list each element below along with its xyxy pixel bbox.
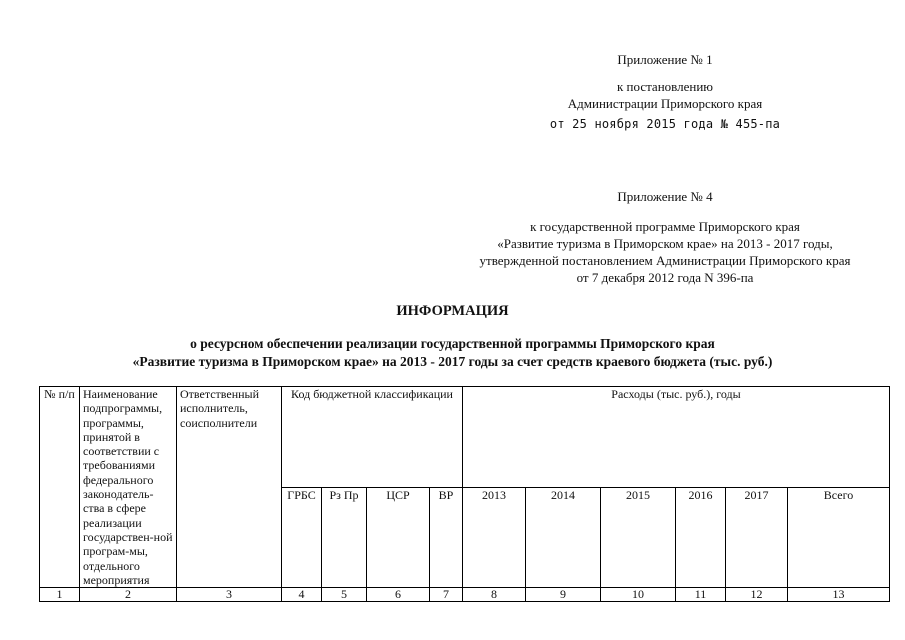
column-number: 8 [463,588,526,602]
header-csr: ЦСР [367,487,430,588]
subtitle-line-2: «Развитие туризма в Приморском крае» на 2013 - 2017 годы за счет средств краевого бюджета (тыс. руб.) [132,354,773,369]
appendix-4-line-2: «Развитие туризма в Приморском крае» на 2013 - 2017 годы, [497,236,833,251]
document-subtitle [0,335,905,371]
appendix-1-block [540,51,790,133]
header-name: Наименование подпрограммы, программы, принятой в соответствии с требованиями федерального законодатель-ства в сфере реализации государствен-ной програм-мы, отдельного мероприятия [80,387,177,588]
appendix-1-line-1: к постановлению [616,79,714,94]
column-number-row [40,588,890,602]
header-vr: ВР [430,487,463,588]
header-rzpr: Рз Пр [322,487,367,588]
header-2013: 2013 [463,487,526,588]
column-number: 12 [726,588,788,602]
column-number: 6 [367,588,430,602]
table-header-row [40,387,890,488]
header-expense-group: Расходы (тыс. руб.), годы [463,387,890,488]
appendix-4-line-4: от 7 декабря 2012 года N 396-па [576,270,754,285]
header-num: № п/п [40,387,80,588]
column-number: 2 [80,588,177,602]
column-number: 4 [282,588,322,602]
header-grbs: ГРБС [282,487,322,588]
header-budget-group: Код бюджетной классификации [282,387,463,488]
appendix-4-line-3: утвержденной постановлением Администрации Приморского края [479,253,851,268]
column-number: 1 [40,588,80,602]
appendix-4-line-1: к государственной программе Приморского края [530,219,800,234]
header-2014: 2014 [526,487,601,588]
appendix-1-line-2: Администрации Приморского края [567,96,763,111]
header-total: Всего [788,487,890,588]
column-number: 7 [430,588,463,602]
subtitle-line-1: о ресурсном обеспечении реализации государственной программы Приморского края [190,336,715,351]
column-number: 11 [676,588,726,602]
header-executor: Ответственный исполнитель, соисполнители [177,387,282,588]
header-2017: 2017 [726,487,788,588]
column-number: 13 [788,588,890,602]
column-number: 10 [601,588,676,602]
resource-table [39,386,890,602]
column-number: 3 [177,588,282,602]
column-number: 5 [322,588,367,602]
document-title: ИНФОРМАЦИЯ [396,303,509,319]
header-2015: 2015 [601,487,676,588]
appendix-1-title: Приложение № 1 [617,52,713,67]
column-number: 9 [526,588,601,602]
appendix-4-block [420,188,905,286]
date-number-stamp: от 25 ноября 2015 года № 455-па [549,117,781,131]
header-2016: 2016 [676,487,726,588]
appendix-4-title: Приложение № 4 [617,189,713,204]
